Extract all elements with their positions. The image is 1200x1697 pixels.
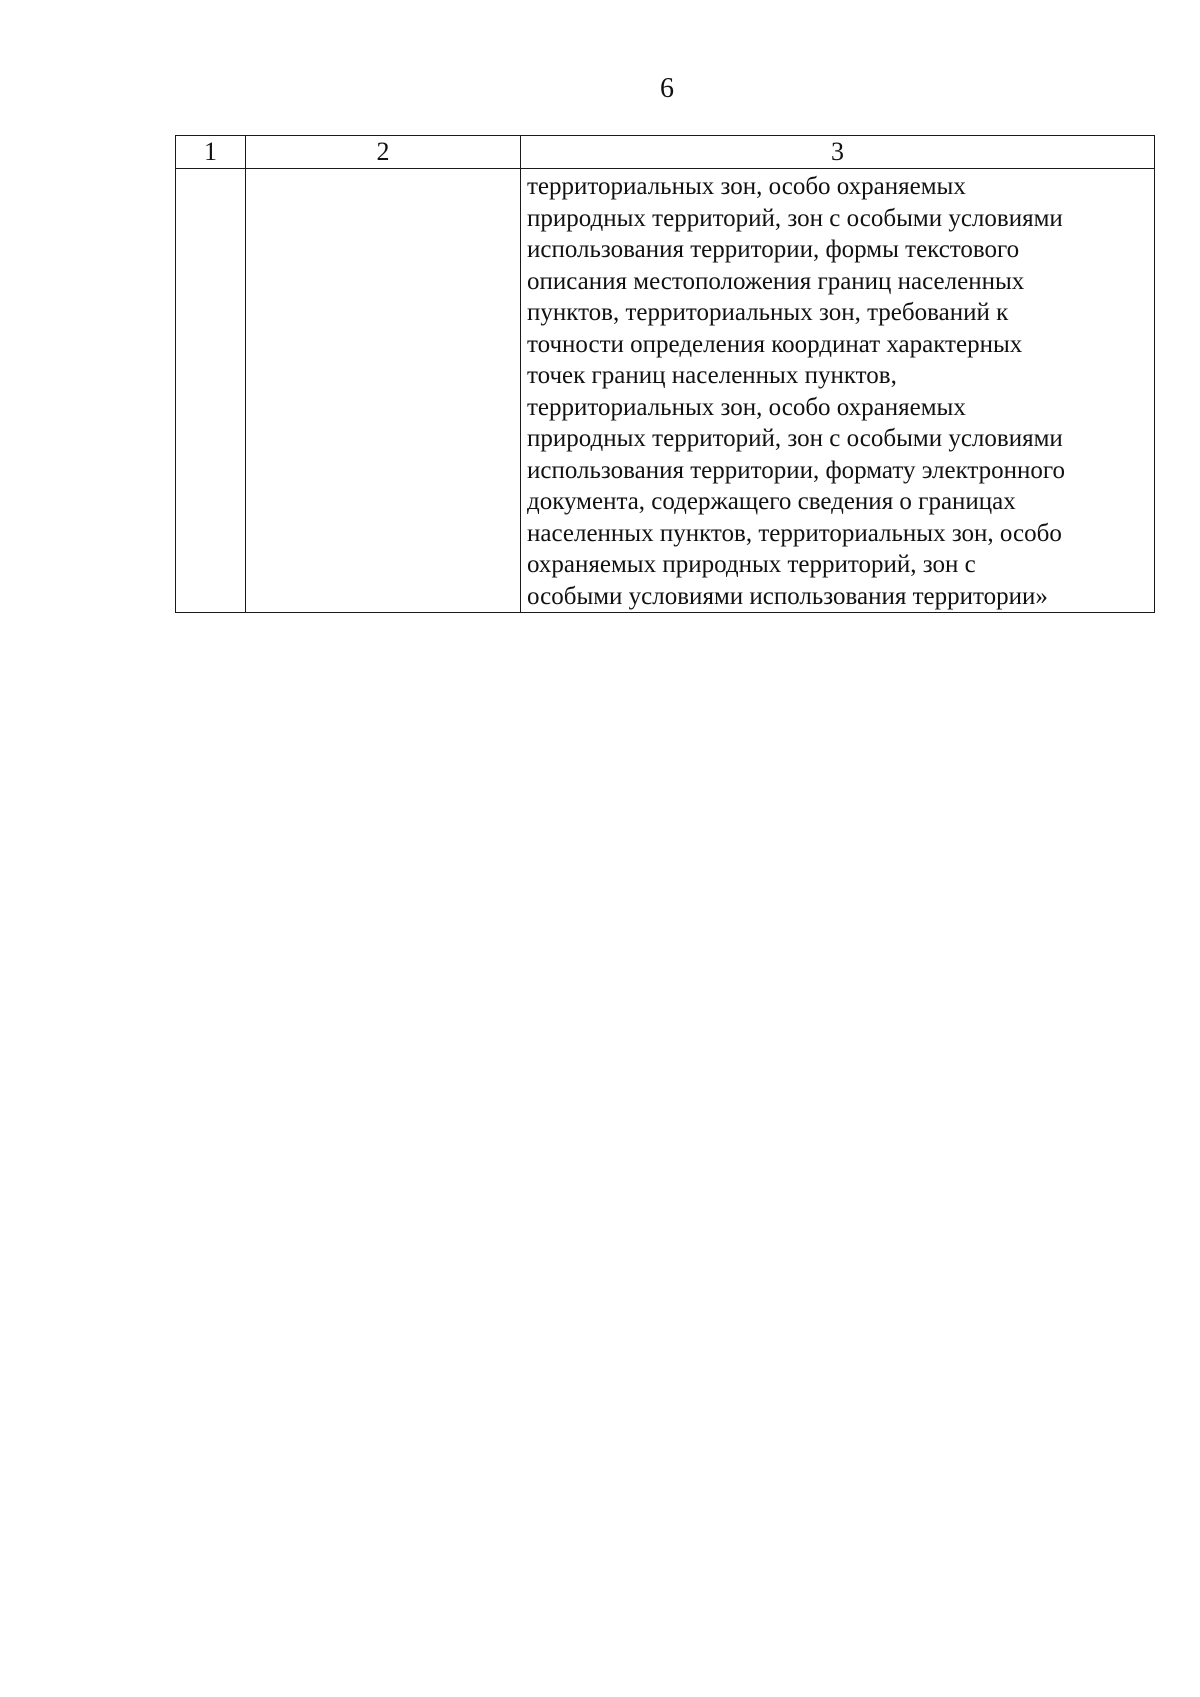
text-line: точности определения координат характерных xyxy=(527,330,1023,358)
text-line: описания местоположения границ населенных xyxy=(527,267,1025,295)
text-line: природных территорий, зон с особыми условиями xyxy=(527,204,1063,232)
text-line: особыми условиями использования территории» xyxy=(527,582,1048,610)
header-col-2: 2 xyxy=(246,136,521,169)
cell-col-2 xyxy=(246,169,521,613)
text-line: использования территории, формы текстового xyxy=(527,236,1020,263)
header-col-1: 1 xyxy=(176,136,246,169)
table-header-row xyxy=(176,136,1155,169)
cell-col-3 xyxy=(521,169,1155,613)
page-number: 6 xyxy=(660,73,674,104)
text-line: документа, содержащего сведения о границах xyxy=(527,488,1016,515)
text-line: населенных пунктов, территориальных зон, особо xyxy=(527,519,1062,547)
text-line: охраняемых природных территорий, зон с xyxy=(527,551,976,578)
text-line: природных территорий, зон с особыми условиями xyxy=(527,425,1063,452)
table-row xyxy=(176,169,1155,613)
text-line: территориальных зон, особо охраняемых xyxy=(527,173,966,200)
cell-col-1 xyxy=(176,169,246,613)
text-line: точек границ населенных пунктов, xyxy=(527,362,897,389)
document-table xyxy=(175,135,1155,613)
header-col-3: 3 xyxy=(521,136,1155,169)
text-line: территориальных зон, особо охраняемых xyxy=(527,393,966,421)
text-line: пунктов, территориальных зон, требований к xyxy=(527,299,1009,326)
text-line: использования территории, формату электронного xyxy=(527,456,1066,484)
